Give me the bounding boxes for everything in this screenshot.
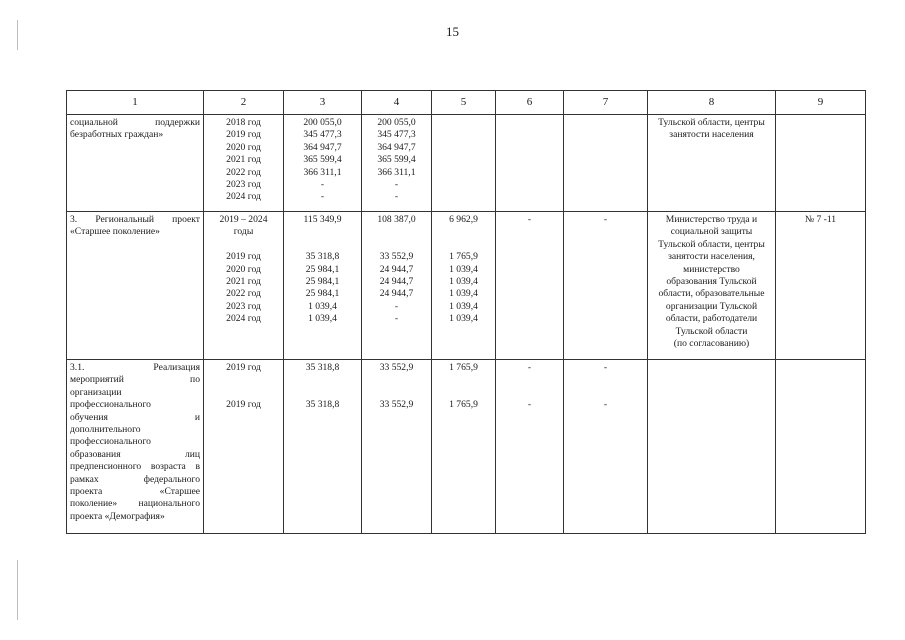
- executor-line: Тульской области, центры: [658, 117, 765, 128]
- executor-cell: [648, 360, 776, 534]
- year-value: 2020 год: [226, 263, 261, 275]
- year-value: 2019 год: [226, 129, 261, 141]
- amount-value: 33 552,9: [379, 362, 414, 373]
- amount-value: 365 599,4: [303, 154, 342, 166]
- amount-cell: [284, 115, 362, 212]
- amount-value: 24 944,7: [379, 276, 414, 287]
- total-value: 6 962,9: [449, 214, 478, 225]
- dash-value: -: [527, 214, 532, 225]
- year-value: 2021 год: [226, 154, 261, 166]
- spacer: [207, 387, 280, 399]
- amount-value: 25 984,1: [305, 276, 340, 287]
- amount-value: -: [394, 313, 399, 325]
- spacer: [365, 387, 428, 399]
- amount-value: 25 984,1: [305, 263, 340, 275]
- spacer: [365, 226, 428, 238]
- dash-value: -: [527, 362, 532, 373]
- spacer: [287, 387, 358, 399]
- amount-cell: [564, 212, 648, 360]
- measure-name-line: рамках федерального: [70, 473, 200, 485]
- indicator-cell: [776, 360, 866, 534]
- measure-name-line: «Старшее поколение»: [70, 226, 160, 238]
- amount-value: 1 039,4: [449, 288, 478, 300]
- amount-value: 200 055,0: [377, 117, 416, 128]
- year-cell: [204, 115, 284, 212]
- year-value: 2019 год: [226, 399, 261, 411]
- amount-cell: [496, 115, 564, 212]
- period-value: годы: [233, 226, 254, 238]
- table-row: [67, 360, 866, 534]
- spacer: [435, 239, 492, 251]
- executor-line: министерство: [683, 263, 740, 275]
- amount-cell: [284, 360, 362, 534]
- column-number: 3: [284, 91, 362, 115]
- executor-line: образования Тульской: [666, 276, 757, 288]
- amount-value: 1 765,9: [449, 399, 478, 411]
- spacer: [499, 374, 560, 386]
- executor-cell: [648, 212, 776, 360]
- amount-value: 345 477,3: [303, 129, 342, 141]
- amount-value: 1 039,4: [308, 313, 337, 325]
- measure-name-line: 3.1. Реализация: [70, 362, 200, 373]
- spacer: [365, 374, 428, 386]
- measure-name-line: безработных граждан»: [70, 129, 164, 141]
- column-number: 5: [432, 91, 496, 115]
- column-number: 6: [496, 91, 564, 115]
- amount-value: 364 947,7: [377, 141, 416, 153]
- measure-name-line: поколение» национального: [70, 498, 200, 510]
- amount-value: 1 039,4: [308, 300, 337, 312]
- column-number-row: [67, 91, 866, 115]
- year-value: 2022 год: [226, 288, 261, 300]
- amount-cell: [564, 360, 648, 534]
- amount-value: 1 039,4: [449, 300, 478, 312]
- spacer: [207, 374, 280, 386]
- scan-edge-mark: [17, 560, 18, 620]
- dash-value: -: [527, 399, 532, 411]
- amount-cell: [432, 360, 496, 534]
- table-row: [67, 115, 866, 212]
- executor-line: области, работодатели: [665, 313, 758, 325]
- amount-value: 25 984,1: [305, 288, 340, 300]
- year-value: 2023 год: [226, 300, 261, 312]
- measure-name-line: обучения и: [70, 411, 200, 423]
- year-value: 2024 год: [226, 191, 261, 203]
- year-value: 2019 год: [226, 251, 261, 263]
- spacer: [365, 239, 428, 251]
- amount-cell: [432, 115, 496, 212]
- executor-line: социальной защиты: [670, 226, 753, 238]
- amount-cell: [496, 212, 564, 360]
- measure-name-line: организации: [70, 386, 122, 398]
- amount-value: 35 318,8: [305, 251, 340, 263]
- program-table: [66, 90, 866, 534]
- executor-line: (по согласованию): [673, 338, 750, 350]
- amount-value: 1 039,4: [449, 263, 478, 275]
- spacer: [435, 387, 492, 399]
- executor-line: области, образовательные: [658, 288, 765, 300]
- spacer: [567, 387, 644, 399]
- spacer: [287, 374, 358, 386]
- measure-name-line: проекта «Демография»: [70, 510, 165, 522]
- amount-cell: [432, 212, 496, 360]
- measure-name-line: социальной поддержки: [70, 117, 200, 128]
- dash-value: -: [603, 214, 608, 225]
- year-value: 2024 год: [226, 313, 261, 325]
- amount-cell: [564, 115, 648, 212]
- period-value: 2019 – 2024: [219, 214, 268, 225]
- amount-cell: [362, 212, 432, 360]
- total-value: 108 387,0: [377, 214, 416, 225]
- amount-value: 345 477,3: [377, 129, 416, 141]
- measure-name-line: образования лиц: [70, 448, 200, 460]
- amount-value: -: [320, 191, 325, 203]
- measure-name-cell: [67, 115, 204, 212]
- year-value: 2018 год: [226, 117, 261, 128]
- year-value: 2020 год: [226, 141, 261, 153]
- amount-value: 1 765,9: [449, 251, 478, 263]
- indicator-value: № 7 -11: [804, 214, 837, 225]
- scan-edge-mark: [17, 20, 18, 50]
- year-value: 2022 год: [226, 166, 261, 178]
- total-value: 115 349,9: [303, 214, 342, 225]
- column-number: 1: [67, 91, 204, 115]
- amount-cell: [496, 360, 564, 534]
- measure-name-line: мероприятий по: [70, 374, 200, 386]
- column-number: 2: [204, 91, 284, 115]
- amount-value: 1 039,4: [449, 276, 478, 287]
- amount-value: 365 599,4: [377, 154, 416, 166]
- amount-value: -: [394, 300, 399, 312]
- amount-cell: [284, 212, 362, 360]
- column-number: 8: [648, 91, 776, 115]
- year-value: 2023 год: [226, 179, 261, 191]
- executor-cell: [648, 115, 776, 212]
- indicator-cell: [776, 115, 866, 212]
- column-number: 4: [362, 91, 432, 115]
- measure-name-line: профессионального: [70, 399, 151, 411]
- dash-value: -: [603, 362, 608, 373]
- column-number: 7: [564, 91, 648, 115]
- page-number: 15: [446, 24, 459, 39]
- spacer: [287, 239, 358, 251]
- amount-value: 24 944,7: [379, 288, 414, 300]
- measure-name-cell: [67, 360, 204, 534]
- spacer: [207, 239, 280, 251]
- year-value: 2019 год: [226, 362, 261, 373]
- measure-name-line: предпенсионного возраста в: [70, 461, 200, 473]
- amount-value: 364 947,7: [303, 141, 342, 153]
- amount-value: 1 039,4: [449, 313, 478, 325]
- amount-value: -: [394, 179, 399, 191]
- measure-name-line: профессионального: [70, 436, 151, 448]
- executor-line: организации Тульской: [665, 300, 758, 312]
- amount-value: 366 311,1: [303, 166, 342, 178]
- amount-value: -: [394, 191, 399, 203]
- spacer: [435, 374, 492, 386]
- year-value: 2021 год: [226, 276, 261, 288]
- amount-value: 33 552,9: [379, 399, 414, 411]
- amount-value: 1 765,9: [449, 362, 478, 373]
- executor-line: занятости населения,: [668, 251, 755, 263]
- table-row: [67, 212, 866, 360]
- executor-line: занятости населения: [669, 129, 754, 141]
- amount-cell: [362, 360, 432, 534]
- indicator-cell: [776, 212, 866, 360]
- amount-value: 200 055,0: [303, 117, 342, 128]
- amount-value: 35 318,8: [305, 362, 340, 373]
- dash-value: -: [603, 399, 608, 411]
- measure-name-line: 3. Региональный проект: [70, 214, 200, 225]
- spacer: [499, 387, 560, 399]
- amount-cell: [362, 115, 432, 212]
- column-number: 9: [776, 91, 866, 115]
- amount-value: 35 318,8: [305, 399, 340, 411]
- year-cell: [204, 212, 284, 360]
- spacer: [287, 226, 358, 238]
- spacer: [567, 374, 644, 386]
- amount-value: 33 552,9: [379, 251, 414, 263]
- measure-name-line: проекта «Старшее: [70, 486, 200, 498]
- executor-line: Тульской области, центры: [658, 238, 765, 250]
- amount-value: 366 311,1: [377, 166, 416, 178]
- executor-line: Министерство труда и: [665, 214, 758, 225]
- measure-name-cell: [67, 212, 204, 360]
- amount-value: -: [320, 179, 325, 191]
- spacer: [435, 226, 492, 238]
- amount-value: 24 944,7: [379, 263, 414, 275]
- year-cell: [204, 360, 284, 534]
- executor-line: Тульской области: [675, 325, 748, 337]
- measure-name-line: дополнительного: [70, 424, 141, 436]
